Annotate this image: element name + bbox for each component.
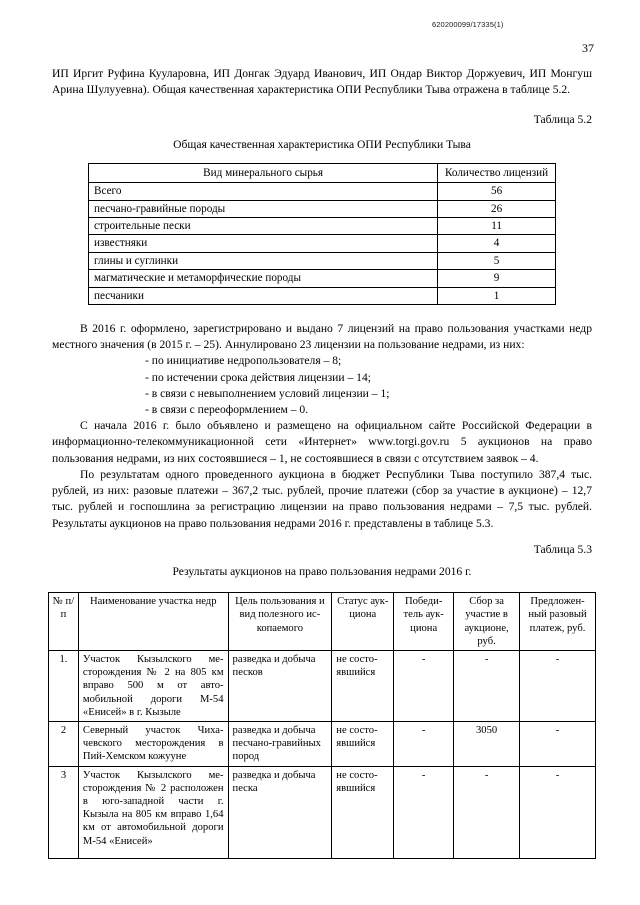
cell-offered-payment: -: [520, 650, 596, 721]
table-row: [89, 235, 556, 252]
cell-offered-payment: -: [520, 766, 596, 858]
column-header-auction-status: Статус аукциона: [332, 593, 394, 651]
cell-site-name: Северный участок Чихачевского месторождения в Пий-Хемском кожууне: [78, 721, 228, 766]
column-header-auction-winner: Победитель аукциона: [394, 593, 454, 651]
cell-auction-winner: -: [394, 650, 454, 721]
cell-auction-status: не состоявшийся: [332, 766, 394, 858]
cell-auction-status: не состоявшийся: [332, 721, 394, 766]
column-header-license-count: Количество лицензий: [438, 163, 556, 182]
list-item-expiry: - по истечении срока действия лицензии – 14;: [145, 370, 371, 384]
cell-purpose: разведка и добыча песков: [228, 650, 332, 721]
table-header-row: [49, 593, 596, 651]
column-header-purpose: Цель пользования и вид полезного ископаемого: [228, 593, 332, 651]
table-52-title: Общая качественная характеристика ОПИ Республики Тыва: [173, 137, 471, 151]
cell-participation-fee: -: [454, 766, 520, 858]
table-52-label: Таблица 5.2: [533, 113, 592, 127]
table-auction-results: [48, 592, 596, 858]
cell-purpose: разведка и добыча песка: [228, 766, 332, 858]
cell-participation-fee: 3050: [454, 721, 520, 766]
document-stamp: 620200099/17335(1): [432, 20, 504, 29]
cell-participation-fee: -: [454, 650, 520, 721]
table-53-label: Таблица 5.3: [533, 542, 592, 556]
table-row: [49, 650, 596, 721]
column-header-offered-payment: Предложенный разовый платеж, руб.: [520, 593, 596, 651]
cell-mineral-type: песчаники: [89, 287, 438, 304]
page-number: 37: [582, 41, 594, 55]
cell-index: 1.: [49, 650, 79, 721]
cell-mineral-type: песчано-гравийные породы: [89, 200, 438, 217]
list-item-noncompliance: - в связи с невыполнением условий лицензии – 1;: [145, 386, 390, 400]
cell-auction-winner: -: [394, 766, 454, 858]
cell-mineral-type: известняки: [89, 235, 438, 252]
paragraph-torgi-auctions: С начала 2016 г. было объявлено и размещено на официальном сайте Российской Федерации в информационно-телекоммуникационной сети «Интернет» www.torgi.gov.ru 5 аукционов на право пользования недрами, из них состоявшиеся – 1, не состоявшиеся в связи с отсутствием заявок – 4.: [52, 419, 592, 465]
cell-offered-payment: -: [520, 721, 596, 766]
cell-index: 3: [49, 766, 79, 858]
column-header-index: № п/п: [49, 593, 79, 651]
cell-license-count: 26: [438, 200, 556, 217]
cell-license-count: 9: [438, 270, 556, 287]
cell-index: 2: [49, 721, 79, 766]
cell-site-name: Участок Кызылского месторождения № 2 расположен в юго-западной части г. Кызыла на 805 км вправо 1,64 км от автомобильной дороги М-54 «Енисей»: [78, 766, 228, 858]
cell-mineral-type: Всего: [89, 183, 438, 200]
table-row: [89, 270, 556, 287]
table-53-title: Результаты аукционов на право пользования недрами 2016 г.: [172, 564, 472, 578]
cell-purpose: разведка и добыча песчано-гравийных пород: [228, 721, 332, 766]
table-row: [89, 218, 556, 235]
cell-license-count: 4: [438, 235, 556, 252]
paragraph-licenses-2016: В 2016 г. оформлено, зарегистрировано и выдано 7 лицензий на право пользования участками недр местного значения (в 2015 г. – 25). Аннулировано 23 лицензии на пользование недрами, из них:: [52, 322, 592, 352]
paragraph-auction-revenue: По результатам одного проведенного аукциона в бюджет Республики Тыва поступило 387,4 тыс. рублей, из них: разовые платежи – 367,2 тыс. рублей, прочие платежи (сбор за участие в аукционе) – 12,7 тыс. рублей и госпошлина за регистрацию лицензии на право пользования недрами – 7,5 тыс. рублей. Результаты аукционов на право пользования недрами 2016 г. представлены в таблице 5.3.: [52, 467, 592, 530]
cell-auction-status: не состоявшийся: [332, 650, 394, 721]
cell-auction-winner: -: [394, 721, 454, 766]
cell-site-name: Участок Кызылского месторождения № 2 на 805 км вправо 500 м от автомобильной дороги М-54 «Енисей» в г. Кызыле: [78, 650, 228, 721]
table-row: [89, 183, 556, 200]
cell-mineral-type: строительные пески: [89, 218, 438, 235]
table-row: [49, 766, 596, 858]
cell-mineral-type: глины и суглинки: [89, 252, 438, 269]
table-row: [49, 721, 596, 766]
column-header-site-name: Наименование участка недр: [78, 593, 228, 651]
cell-license-count: 11: [438, 218, 556, 235]
list-item-initiative: - по инициативе недропользователя – 8;: [145, 354, 342, 368]
cell-mineral-type: магматические и метаморфические породы: [89, 270, 438, 287]
document-content: [52, 66, 592, 859]
cell-license-count: 56: [438, 183, 556, 200]
cell-license-count: 5: [438, 252, 556, 269]
column-header-participation-fee: Сбор за участие в аукционе, руб.: [454, 593, 520, 651]
table-header-row: [89, 163, 556, 182]
list-item-reissue: - в связи с переоформлением – 0.: [145, 403, 309, 417]
table-row: [89, 252, 556, 269]
paragraph-intro: ИП Иргит Руфина Кууларовна, ИП Донгак Эдуард Иванович, ИП Ондар Виктор Доржуевич, ИП Монгуш Арина Шулууевна). Общая качественная характеристика ОПИ Республики Тыва отражена в таблице 5.2.: [52, 67, 592, 97]
table-mineral-licenses: [88, 163, 556, 305]
table-row: [89, 287, 556, 304]
table-row: [89, 200, 556, 217]
column-header-mineral-type: Вид минерального сырья: [89, 163, 438, 182]
cell-license-count: 1: [438, 287, 556, 304]
